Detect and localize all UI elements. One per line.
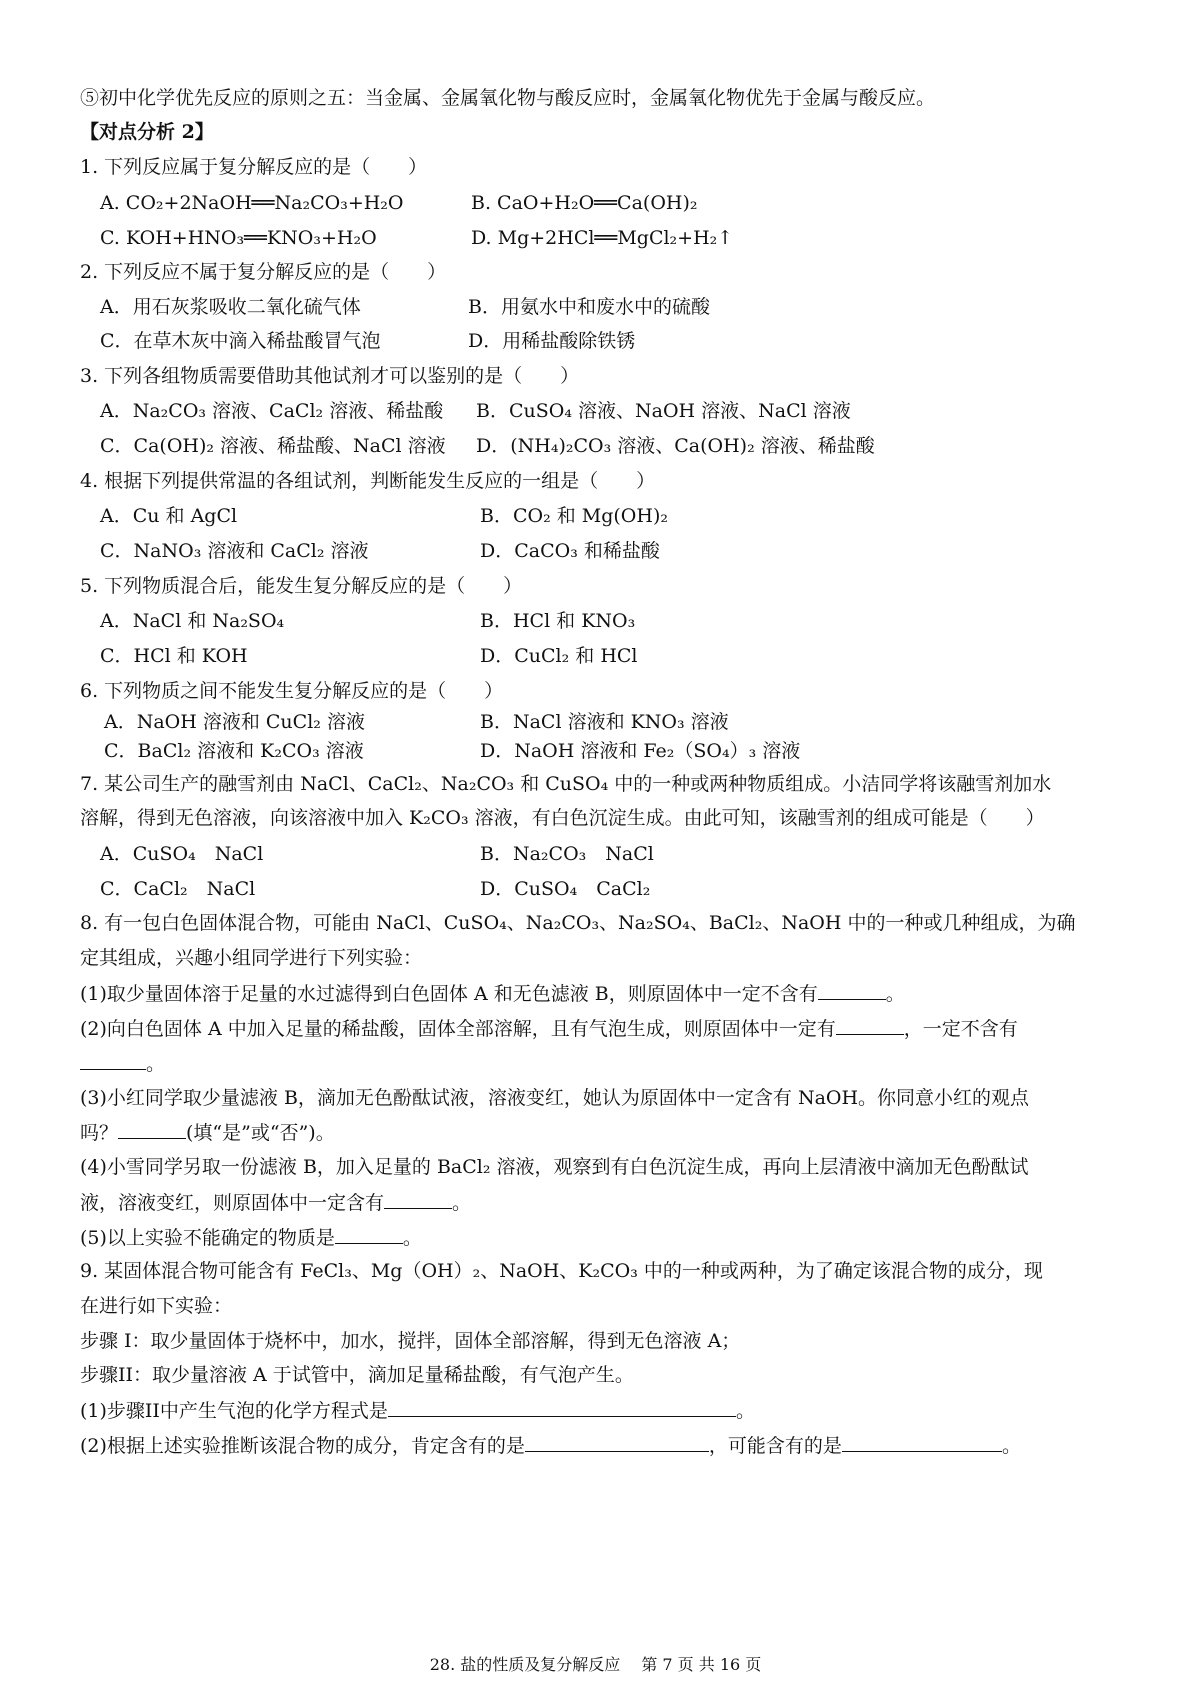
q6-option-c: C．BaCl₂ 溶液和 K₂CO₃ 溶液 [104,740,364,762]
q8-part5-text: (5)以上实验不能确定的物质是 [80,1227,335,1249]
q8-part2 [80,1016,1018,1041]
q8-part3-answer-blank[interactable] [118,1120,186,1139]
q8-part2-line2 [80,1051,165,1076]
q5-option-d: D．CuCl₂ 和 HCl [480,645,638,667]
q2-option-b: B．用氨水中和废水中的硫酸 [468,296,710,318]
q2-option-d: D．用稀盐酸除铁锈 [468,330,636,352]
q2-option-c: C．在草木灰中滴入稀盐酸冒气泡 [100,330,381,352]
q8-stem-line2: 定其组成，兴趣小组同学进行下列实验： [80,947,423,969]
q8-part3-question: 吗？ [80,1122,119,1144]
q4-option-c: C．NaNO₃ 溶液和 CaCl₂ 溶液 [100,540,369,562]
q3-option-b: B．CuSO₄ 溶液、NaOH 溶液、NaCl 溶液 [476,400,851,422]
q8-part1-period: 。 [885,983,905,1005]
q8-part5 [80,1225,422,1250]
q7-option-a: A．CuSO₄ NaCl [100,843,264,865]
q8-part2-period: 。 [146,1053,166,1075]
q8-part4-text: 液，溶液变红，则原固体中一定含有 [80,1192,385,1214]
q6-option-b: B．NaCl 溶液和 KNO₃ 溶液 [480,711,729,733]
q7-option-d: D．CuSO₄ CaCl₂ [480,878,651,900]
q3-option-a: A．Na₂CO₃ 溶液、CaCl₂ 溶液、稀盐酸 [100,400,444,422]
q8-part3-line2 [80,1120,335,1145]
q9-stem-line1: 9. 某固体混合物可能含有 FeCl₃、Mg（OH）₂、NaOH、K₂CO₃ 中的一种或两种，为了确定该混合物的成分，现 [80,1260,1043,1282]
q8-part1 [80,981,905,1006]
q7-stem-line1: 7. 某公司生产的融雪剂由 NaCl、CaCl₂、Na₂CO₃ 和 CuSO₄ 中的一种或两种物质组成。小洁同学将该融雪剂加水 [80,773,1052,795]
q1-stem: 1. 下列反应属于复分解反应的是（ ） [80,156,428,178]
rule-5: ⑤初中化学优先反应的原则之五：当金属、金属氧化物与酸反应时，金属氧化物优先于金属与酸反应。 [80,87,936,109]
q8-part4-line1: (4)小雪同学另取一份滤液 B，加入足量的 BaCl₂ 溶液，观察到有白色沉淀生成，再向上层清液中滴加无色酚酞试 [80,1156,1029,1178]
q7-stem-line2: 溶解，得到无色溶液，向该溶液中加入 K₂CO₃ 溶液，有白色沉淀生成。由此可知，该融雪剂的组成可能是（ ） [80,807,1045,829]
page-footer: 28. 盐的性质及复分解反应 第 7 页 共 16 页 [429,1655,762,1674]
q7-option-b: B．Na₂CO₃ NaCl [480,843,654,865]
q8-part2-answer-blank-2[interactable] [80,1051,146,1070]
q8-part3-hint: (填“是”或“否”)。 [186,1122,335,1144]
q1-option-c: C. KOH+HNO₃══KNO₃+H₂O [100,227,377,249]
q8-part4-line2 [80,1190,471,1215]
q8-part1-text: (1)取少量固体溶于足量的水过滤得到白色固体 A 和无色滤液 B，则原固体中一定不含有 [80,983,818,1005]
q1-option-a: A. CO₂+2NaOH══Na₂CO₃+H₂O [100,192,404,214]
q9-part2-period: 。 [1001,1435,1021,1457]
q2-stem: 2. 下列反应不属于复分解反应的是（ ） [80,261,447,283]
q9-part1 [80,1398,755,1423]
q8-part2-answer-blank-1[interactable] [836,1016,904,1035]
q1-option-d: D. Mg+2HCl══MgCl₂+H₂↑ [471,227,734,249]
q9-part2-text: (2)根据上述实验推断该混合物的成分，肯定含有的是 [80,1435,525,1457]
q9-part1-answer-blank[interactable] [388,1398,736,1417]
q4-option-a: A．Cu 和 AgCl [100,505,238,527]
q8-part4-answer-blank[interactable] [384,1190,452,1209]
q9-part2-answer-blank-1[interactable] [525,1433,709,1452]
q9-part1-period: 。 [735,1400,755,1422]
q6-option-d: D．NaOH 溶液和 Fe₂（SO₄）₃ 溶液 [480,740,801,762]
q8-stem-line1: 8. 有一包白色固体混合物，可能由 NaCl、CuSO₄、Na₂CO₃、Na₂SO₄、BaCl₂、NaOH 中的一种或几种组成，为确 [80,912,1076,934]
q8-part5-period: 。 [402,1227,422,1249]
q9-step-1: 步骤 I：取少量固体于烧杯中，加水，搅拌，固体全部溶解，得到无色溶液 A； [80,1330,741,1352]
q4-option-b: B．CO₂ 和 Mg(OH)₂ [480,505,668,527]
q2-option-a: A．用石灰浆吸收二氧化硫气体 [100,296,361,318]
q8-part5-answer-blank[interactable] [335,1225,403,1244]
q8-part2-text-b: ，一定不含有 [903,1018,1018,1040]
q9-part2-answer-blank-2[interactable] [842,1433,1002,1452]
q9-part1-text: (1)步骤II中产生气泡的化学方程式是 [80,1400,388,1422]
q8-part2-text: (2)向白色固体 A 中加入足量的稀盐酸，固体全部溶解，且有气泡生成，则原固体中一定有 [80,1018,836,1040]
q5-stem: 5. 下列物质混合后，能发生复分解反应的是（ ） [80,575,523,597]
q9-stem-line2: 在进行如下实验： [80,1295,233,1317]
q9-step-2: 步骤II：取少量溶液 A 于试管中，滴加足量稀盐酸，有气泡产生。 [80,1364,634,1386]
q4-option-d: D．CaCO₃ 和稀盐酸 [480,540,660,562]
q9-part2-text-b: ，可能含有的是 [708,1435,842,1457]
q1-option-b: B. CaO+H₂O══Ca(OH)₂ [471,192,698,214]
q3-option-d: D．(NH₄)₂CO₃ 溶液、Ca(OH)₂ 溶液、稀盐酸 [476,435,875,457]
section-title: 【对点分析 2】 [80,121,214,143]
q8-part1-answer-blank[interactable] [818,981,886,1000]
q4-stem: 4. 根据下列提供常温的各组试剂，判断能发生反应的一组是（ ） [80,470,656,492]
q3-stem: 3. 下列各组物质需要借助其他试剂才可以鉴别的是（ ） [80,365,580,387]
q6-option-a: A．NaOH 溶液和 CuCl₂ 溶液 [104,711,365,733]
q7-option-c: C．CaCl₂ NaCl [100,878,256,900]
q8-part3-line1: (3)小红同学取少量滤液 B，滴加无色酚酞试液，溶液变红，她认为原固体中一定含有 NaOH。你同意小红的观点 [80,1087,1030,1109]
q5-option-a: A．NaCl 和 Na₂SO₄ [100,610,285,632]
q5-option-b: B．HCl 和 KNO₃ [480,610,636,632]
q8-part4-period: 。 [452,1192,472,1214]
q5-option-c: C．HCl 和 KOH [100,645,248,667]
q3-option-c: C．Ca(OH)₂ 溶液、稀盐酸、NaCl 溶液 [100,435,446,457]
q6-stem: 6. 下列物质之间不能发生复分解反应的是（ ） [80,680,504,702]
q9-part2 [80,1433,1021,1458]
